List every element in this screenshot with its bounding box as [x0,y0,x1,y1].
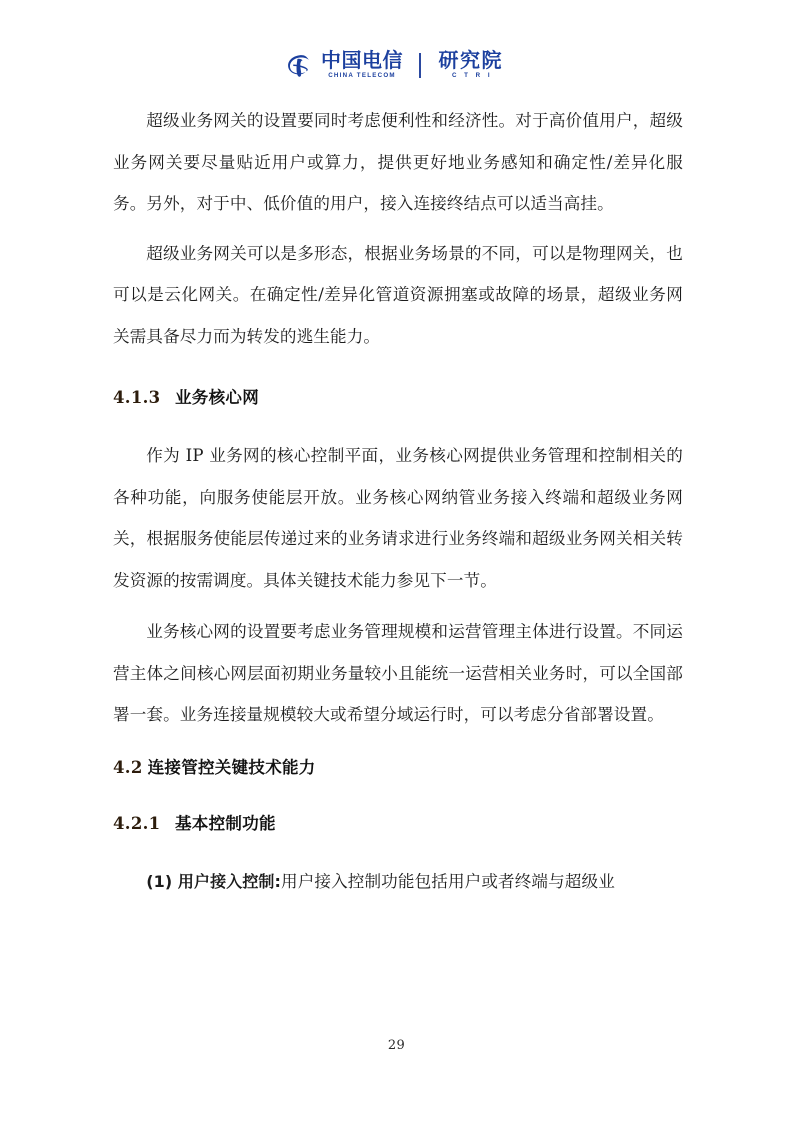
heading-4-2-1 [113,809,683,839]
heading-4-2-number: 4.2 [113,757,143,777]
paragraph-3: 作为 IP 业务网的核心控制平面，业务核心网提供业务管理和控制相关的各种功能，向服务使能层开放。业务核心网纳管业务接入终端和超级业务网关，根据服务使能层传递过来的业务请求进行业务终端和超级业务网关相关转发资源的按需调度。具体关键技术能力参见下一节。 [113,446,683,590]
logo-divider [419,53,421,78]
page-footer [0,1034,793,1053]
logo-company-en: CHINA TELECOM [328,72,396,80]
logo-institute-en: C T R I [451,72,493,80]
heading-4-2-title: 连接管控关键技术能力 [147,757,316,777]
heading-4-2-1-number: 4.2.1 [113,813,161,833]
heading-4-2-1-title: 基本控制功能 [175,813,276,833]
heading-4-1-3 [113,383,683,413]
paragraph-1: 超级业务网关的设置要同时考虑便利性和经济性。对于高价值用户，超级业务网关要尽量贴近用户或算力，提供更好地业务感知和确定性/差异化服务。另外，对于中、低价值的用户，接入连接终结点可以适当高挂。 [113,111,683,213]
heading-4-1-3-number: 4.1.3 [113,388,161,407]
china-telecom-logo [282,50,503,80]
page-number: 29 [387,1038,406,1053]
list-item-1-label: (1) 用户接入控制: [146,871,282,891]
logo-company-block [321,50,403,79]
page-content [113,100,683,908]
logo-institute-cn: 研究院 [438,48,503,73]
page-header [0,38,793,92]
paragraph-2: 超级业务网关可以是多形态，根据业务场景的不同，可以是物理网关，也可以是云化网关。在确定性/差异化管道资源拥塞或故障的场景，超级业务网关需具备尽力而为转发的逃生能力。 [113,243,683,346]
logo-company-cn: 中国电信 [321,48,403,73]
paragraph-4: 业务核心网的设置要考虑业务管理规模和运营管理主体进行设置。不同运营主体之间核心网层面初期业务量较小且能统一运营相关业务时，可以全国部署一套。业务连接量规模较大或希望分域运行时，可以考虑分省部署设置。 [113,622,683,724]
list-item-1-text: 用户接入控制功能包括用户或者终端与超级业 [281,871,615,891]
heading-4-2 [113,753,683,783]
china-telecom-swirl-icon [282,50,312,80]
logo-institute-block [439,50,504,79]
heading-4-1-3-title: 业务核心网 [175,388,259,407]
list-item-1 [113,861,683,903]
